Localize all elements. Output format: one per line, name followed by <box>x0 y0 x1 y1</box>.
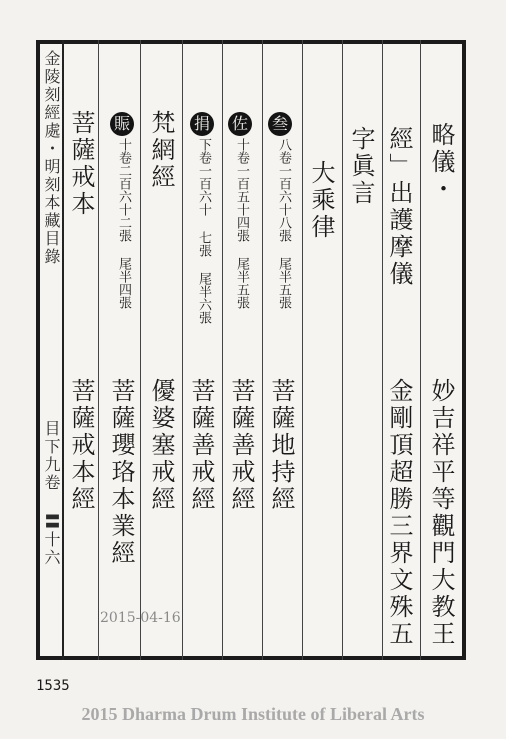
column-rule <box>182 40 183 660</box>
column-rule <box>382 40 383 660</box>
column-rule <box>98 40 99 660</box>
page-number: 1535 <box>36 678 70 694</box>
entry-line: 略儀・ <box>427 122 455 203</box>
column-rule <box>222 40 223 660</box>
entry-line: 菩薩瓔珞本業經 <box>107 378 135 567</box>
volume-note: 十卷二百六十二張 尾半四張 <box>116 138 131 309</box>
volume-note: 下卷一百六十 七張 尾半六張 <box>196 138 211 324</box>
gutter-title: 金陵刻經處・明刻本藏目錄 <box>42 50 61 266</box>
volume-note: 八卷一百六十八張 尾半五張 <box>276 138 291 309</box>
entry-line: 菩薩善戒經 <box>227 378 255 513</box>
entry-line: 優婆塞戒經 <box>147 378 175 513</box>
seal-mark: 賑 <box>110 112 134 136</box>
column-rule <box>420 40 421 660</box>
entry-line: 金剛頂超勝三界文殊五 <box>385 378 413 648</box>
entry-line: 經」出護摩儀 <box>385 126 413 288</box>
entry-line: 菩薩地持經 <box>267 378 295 513</box>
entry-line: 字眞言 <box>347 126 375 207</box>
section-heading: 大乘律 <box>307 160 335 241</box>
entry-line: 菩薩戒本經 <box>67 378 95 513</box>
entry-line: 菩薩善戒經 <box>187 378 215 513</box>
seal-mark: 捐 <box>190 112 214 136</box>
seal-mark: 叁 <box>268 112 292 136</box>
volume-note: 十卷一百五十四張 尾半五張 <box>234 138 249 309</box>
column-rule <box>262 40 263 660</box>
scan-date: 2015-04-16 <box>100 610 181 626</box>
column-rule <box>342 40 343 660</box>
gutter-page-marker: 目下九卷 〓十六 <box>42 420 61 567</box>
watermark-credit: 2015 Dharma Drum Institute of Liberal Arts <box>81 704 425 724</box>
column-rule <box>302 40 303 660</box>
entry-line: 妙吉祥平等觀門大教王 <box>427 378 455 648</box>
column-rule <box>140 40 141 660</box>
seal-mark: 佐 <box>228 112 252 136</box>
entry-line: 梵網經 <box>147 110 175 191</box>
entry-line: 菩薩戒本 <box>67 110 95 218</box>
